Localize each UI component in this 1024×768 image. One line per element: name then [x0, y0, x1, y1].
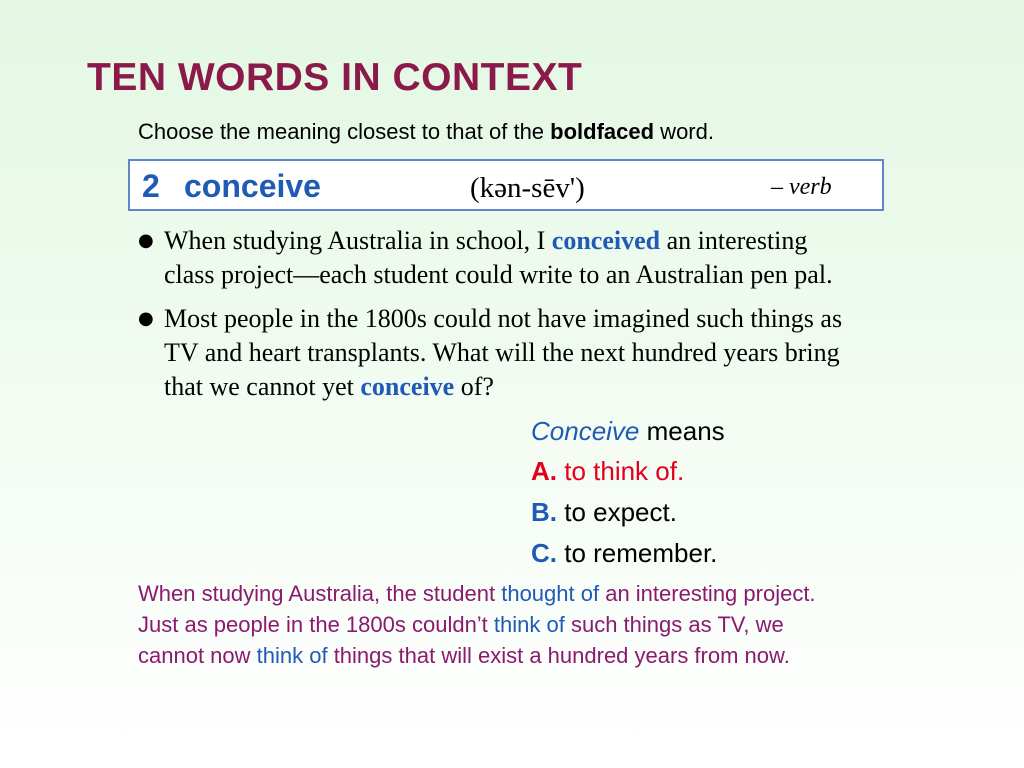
word-part-of-speech: – verb: [771, 174, 832, 200]
option-b-letter: B.: [531, 497, 557, 527]
answer-explanation: [138, 578, 816, 671]
option-b-text: to expect.: [557, 497, 677, 527]
explanation-highlight: think of: [256, 643, 328, 668]
example-2-keyword: conceive: [360, 372, 455, 401]
option-c-letter: C.: [531, 538, 557, 568]
example-1-text-end: an interesting: [660, 226, 808, 255]
example-sentence-1: [138, 224, 938, 292]
explanation-text: such things as TV, we: [564, 612, 784, 637]
example-2-line-1: Most people in the 1800s could not have imagined such things as: [164, 304, 843, 333]
word-pronunciation: (kən-sēv'): [470, 172, 585, 204]
explanation-line-2: [138, 609, 816, 640]
instructions: [138, 116, 714, 148]
explanation-text: an interesting project.: [599, 581, 816, 606]
example-2-line-2: TV and heart transplants. What will the next hundred years bring: [164, 338, 840, 367]
meaning-label: means: [639, 416, 725, 446]
example-2-text-end: of?: [454, 372, 494, 401]
word-term: conceive: [184, 168, 321, 204]
example-1-line-2: class project—each student could write to an Australian pen pal.: [164, 260, 833, 289]
word-number: 2: [142, 168, 160, 204]
explanation-line-1: [138, 578, 816, 609]
option-c-text: to remember.: [557, 538, 718, 568]
option-b[interactable]: [531, 492, 725, 533]
explanation-highlight: thought of: [501, 581, 600, 606]
explanation-text: things that will exist a hundred years from now.: [327, 643, 790, 668]
example-1-keyword: conceived: [551, 226, 661, 255]
explanation-text: Just as people in the 1800s couldn’t: [138, 612, 494, 637]
page-title: TEN WORDS IN CONTEXT: [87, 56, 583, 99]
explanation-text: cannot now: [138, 643, 257, 668]
instructions-text-end: word.: [654, 119, 714, 144]
instructions-bold-word: boldfaced: [550, 119, 655, 144]
explanation-line-3: [138, 640, 816, 671]
example-1-text: When studying Australia in school, I: [164, 226, 552, 255]
bullet-icon: ●: [138, 308, 154, 329]
word-entry-box: [128, 159, 884, 211]
option-a[interactable]: [531, 451, 725, 492]
meaning-prompt: [531, 411, 725, 451]
example-1-line-1: [164, 224, 938, 258]
meaning-options: [531, 411, 725, 574]
option-a-text: to think of.: [557, 456, 685, 486]
explanation-text: When studying Australia, the student: [138, 581, 502, 606]
meaning-word: Conceive: [531, 416, 640, 446]
explanation-highlight: think of: [493, 612, 565, 637]
option-c[interactable]: [531, 533, 725, 574]
example-2-text: that we cannot yet: [164, 372, 361, 401]
example-sentence-2: [138, 302, 938, 404]
instructions-text: Choose the meaning closest to that of the: [138, 119, 551, 144]
option-a-letter: A.: [531, 456, 557, 486]
example-2-line-3: [164, 370, 938, 404]
bullet-icon: ●: [138, 230, 154, 251]
